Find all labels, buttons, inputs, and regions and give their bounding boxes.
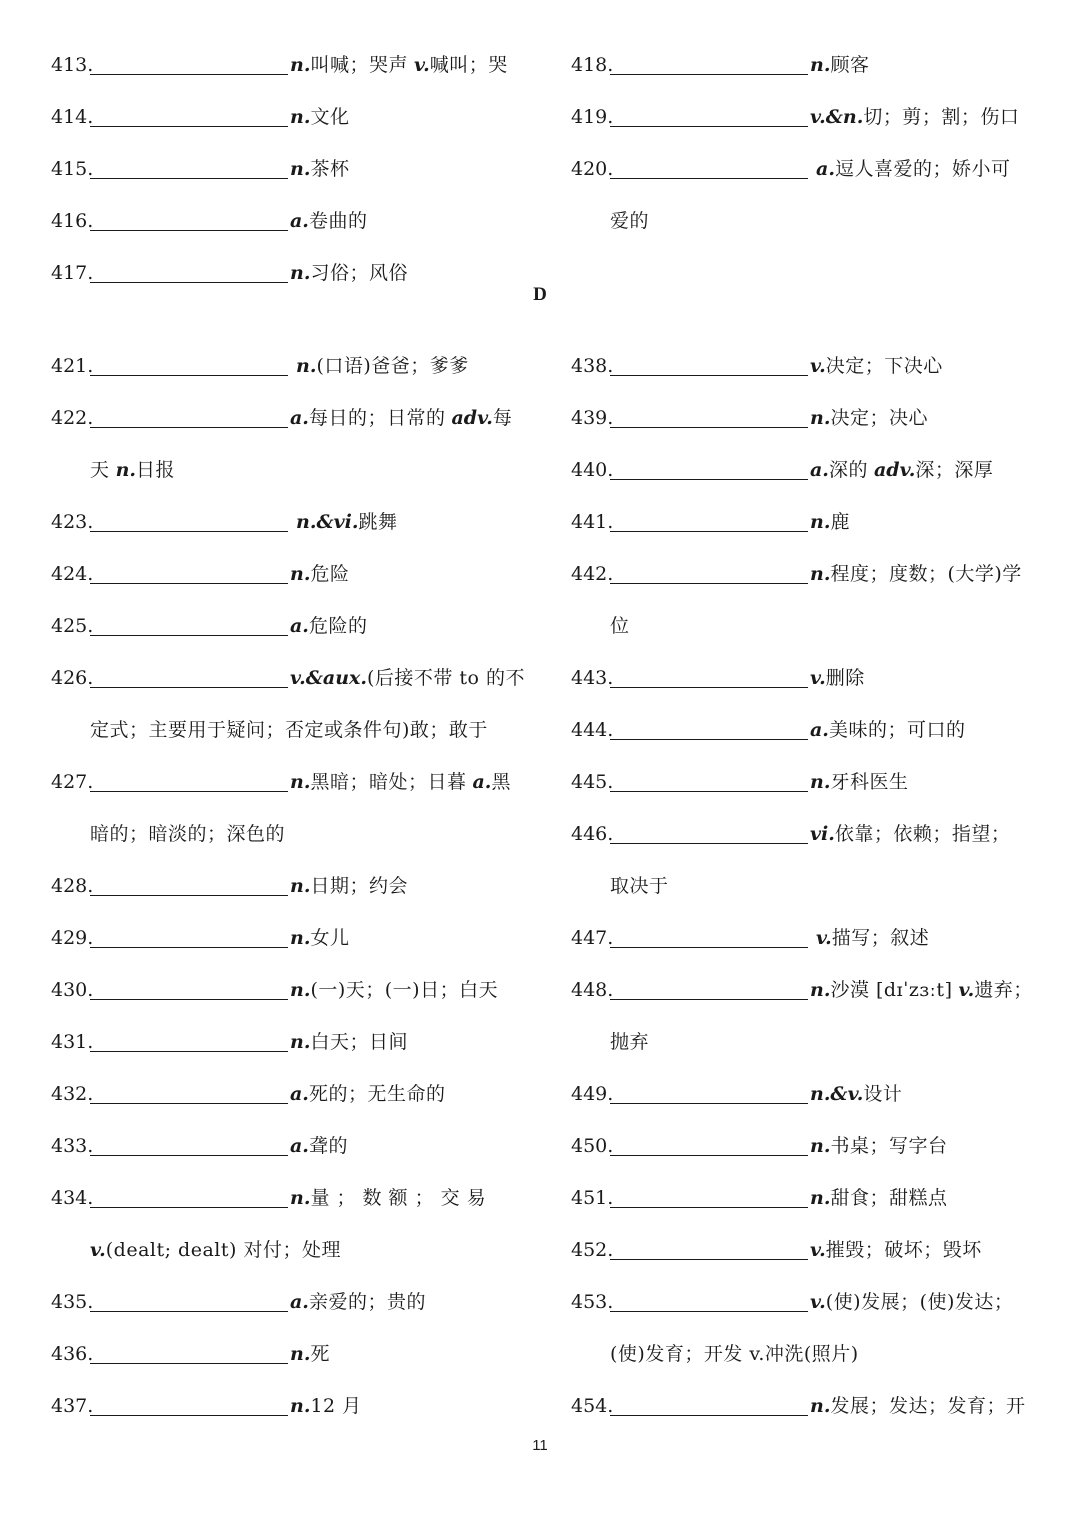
vocab-entry-434: [51, 1185, 521, 1237]
answer-blank[interactable]: [610, 719, 808, 740]
vocab-entry-449: [571, 1081, 1041, 1133]
entry-number: 424.: [51, 563, 94, 585]
definition: 深的: [828, 459, 868, 481]
definition: 每日的；日常的: [308, 407, 446, 429]
definition: (使)发育；开发 v.冲洗(照片): [610, 1343, 859, 1365]
part-of-speech: adv.: [451, 407, 493, 429]
part-of-speech: n.: [290, 54, 311, 76]
part-of-speech: a.: [290, 615, 309, 637]
part-of-speech: a.: [290, 1083, 309, 1105]
vocab-entry-450: [571, 1133, 1041, 1185]
vocab-entry-423: [51, 509, 521, 561]
answer-blank[interactable]: [610, 771, 808, 792]
vocab-entry-436: [51, 1341, 521, 1393]
vocab-entry-422-continued: [51, 457, 521, 509]
part-of-speech: n.: [810, 511, 831, 533]
definition: 喊叫；哭: [429, 54, 508, 76]
vocab-entry-421: [51, 353, 521, 405]
definition: 遗弃；: [974, 979, 1033, 1001]
vocab-entry-445: [571, 769, 1041, 821]
vocab-entry-415: [51, 156, 521, 208]
entry-number: 449.: [571, 1083, 614, 1105]
answer-blank[interactable]: [90, 54, 288, 75]
answer-blank[interactable]: [90, 1395, 288, 1416]
answer-blank[interactable]: [90, 210, 288, 231]
vocab-entry-441: [571, 509, 1041, 561]
part-of-speech: a.: [290, 1135, 309, 1157]
vocab-entry-414: [51, 104, 521, 156]
part-of-speech: n.: [290, 875, 311, 897]
part-of-speech: n.: [290, 1343, 311, 1365]
definition: 顾客: [830, 54, 870, 76]
part-of-speech: n.: [290, 927, 311, 949]
part-of-speech: n.: [290, 1031, 311, 1053]
part-of-speech: a.: [810, 459, 829, 481]
answer-blank[interactable]: [90, 1031, 288, 1052]
entry-number: 439.: [571, 407, 614, 429]
definition: 书桌；写字台: [830, 1135, 948, 1157]
answer-blank[interactable]: [90, 1135, 288, 1156]
vocab-entry-426-continued: [51, 717, 521, 769]
vocab-entry-453-continued: [571, 1341, 1041, 1393]
entry-number: 451.: [571, 1187, 614, 1209]
entry-number: 452.: [571, 1239, 614, 1261]
vocab-entry-448: [571, 977, 1041, 1029]
part-of-speech: v.: [958, 979, 975, 1001]
definition: (后接不带 to 的不: [366, 667, 526, 689]
entry-number: 434.: [51, 1187, 94, 1209]
entry-number: 423.: [51, 511, 94, 533]
definition: 逗人喜爱的；娇小可: [834, 158, 1011, 180]
vocab-entry-434-continued: [51, 1237, 521, 1289]
page-number: 11: [532, 1437, 548, 1454]
entry-number: 440.: [571, 459, 614, 481]
definition: 亲爱的；贵的: [308, 1291, 426, 1313]
vocab-entry-447: [571, 925, 1041, 977]
vocab-entry-435: [51, 1289, 521, 1341]
part-of-speech: a.: [290, 407, 309, 429]
definition: 依靠；依赖；指望；: [834, 823, 1011, 845]
definition: (一)天；(一)日；白天: [310, 979, 499, 1001]
entry-number: 431.: [51, 1031, 94, 1053]
part-of-speech: n.: [290, 262, 311, 284]
part-of-speech: n.: [290, 106, 311, 128]
entry-number: 444.: [571, 719, 614, 741]
vocab-entry-429: [51, 925, 521, 977]
definition: 黑: [491, 771, 511, 793]
part-of-speech: a.: [816, 158, 835, 180]
vocab-entry-442: [571, 561, 1041, 613]
entry-number: 425.: [51, 615, 94, 637]
definition: 危险的: [308, 615, 368, 637]
vocab-entry-424: [51, 561, 521, 613]
part-of-speech: v.: [414, 54, 430, 76]
definition: 程度；度数；(大学)学: [830, 563, 1022, 585]
definition: 文化: [310, 106, 350, 128]
definition: 决定；决心: [830, 407, 928, 429]
part-of-speech: v.: [810, 1291, 826, 1313]
vocab-entry-452: [571, 1237, 1041, 1289]
vocab-entry-443: [571, 665, 1041, 717]
answer-blank[interactable]: [90, 1083, 288, 1104]
definition: 女儿: [310, 927, 350, 949]
definition: 摧毁；破坏；毁坏: [825, 1239, 982, 1261]
definition: 鹿: [830, 511, 850, 533]
vocab-entry-422: [51, 405, 521, 457]
vocab-entry-446: [571, 821, 1041, 873]
entry-number: 450.: [571, 1135, 614, 1157]
part-of-speech: a.: [810, 719, 829, 741]
definition: 天: [90, 459, 110, 481]
part-of-speech: v.&aux.: [290, 667, 367, 689]
definition: 决定；下决心: [825, 355, 943, 377]
part-of-speech: n.: [810, 1135, 831, 1157]
definition: 深；深厚: [915, 459, 994, 481]
definition: 白天；日间: [310, 1031, 408, 1053]
vocab-entry-416: [51, 208, 521, 260]
part-of-speech: n.: [296, 355, 317, 377]
vocab-entry-446-continued: [571, 873, 1041, 925]
part-of-speech: n.: [810, 1395, 831, 1417]
part-of-speech: n.&v.: [810, 1083, 864, 1105]
definition: 位: [610, 615, 630, 637]
part-of-speech: n.: [810, 771, 831, 793]
entry-number: 453.: [571, 1291, 614, 1313]
entry-number: 437.: [51, 1395, 94, 1417]
part-of-speech: n.: [810, 407, 831, 429]
section-letter: D: [533, 284, 547, 305]
answer-blank[interactable]: [610, 1395, 808, 1416]
entry-number: 445.: [571, 771, 614, 793]
vocab-entry-425: [51, 613, 521, 665]
definition: 死的；无生命的: [308, 1083, 446, 1105]
entry-number: 435.: [51, 1291, 94, 1313]
definition: (dealt; dealt) 对付；处理: [105, 1239, 341, 1261]
entry-number: 418.: [571, 54, 614, 76]
definition: 沙漠 [dɪˈzɜːt]: [830, 979, 953, 1001]
answer-blank[interactable]: [610, 355, 808, 376]
definition: 死: [310, 1343, 330, 1365]
part-of-speech: n.: [810, 1187, 831, 1209]
answer-blank[interactable]: [610, 1291, 808, 1312]
entry-number: 447.: [571, 927, 614, 949]
entry-number: 420.: [571, 158, 614, 180]
vocab-entry-420: [571, 156, 1041, 208]
definition: 切；剪；割；伤口: [863, 106, 1020, 128]
entry-number: 436.: [51, 1343, 94, 1365]
answer-blank[interactable]: [610, 1239, 808, 1260]
definition: 删除: [825, 667, 865, 689]
entry-number: 441.: [571, 511, 614, 533]
part-of-speech: a.: [472, 771, 492, 793]
vocab-entry-440: [571, 457, 1041, 509]
answer-blank[interactable]: [90, 667, 288, 688]
part-of-speech: v.: [810, 1239, 826, 1261]
part-of-speech: n.: [290, 1395, 311, 1417]
vocab-entry-438: [571, 353, 1041, 405]
answer-blank[interactable]: [90, 927, 288, 948]
part-of-speech: n.: [290, 563, 311, 585]
definition: (使)发展；(使)发达；: [825, 1291, 1014, 1313]
vocab-entry-448-continued: [571, 1029, 1041, 1081]
answer-blank[interactable]: [610, 511, 808, 532]
part-of-speech: adv.: [874, 459, 916, 481]
definition: 设计: [863, 1083, 903, 1105]
entry-number: 433.: [51, 1135, 94, 1157]
entry-number: 413.: [51, 54, 94, 76]
definition: 茶杯: [310, 158, 350, 180]
definition: 叫喊；哭声: [310, 54, 408, 76]
definition: 聋的: [308, 1135, 348, 1157]
answer-blank[interactable]: [610, 459, 808, 480]
answer-blank[interactable]: [90, 262, 288, 283]
entry-number: 417.: [51, 262, 94, 284]
definition: 日报: [136, 459, 176, 481]
definition: 取决于: [610, 875, 669, 897]
definition: 发展；发达；发育；开: [830, 1395, 1026, 1417]
part-of-speech: a.: [290, 210, 309, 232]
vocab-entry-427-continued: [51, 821, 521, 873]
part-of-speech: v.: [816, 927, 832, 949]
answer-blank[interactable]: [610, 54, 808, 75]
answer-blank[interactable]: [610, 106, 808, 127]
part-of-speech: v.: [810, 355, 826, 377]
definition: (口语)爸爸；爹爹: [316, 355, 469, 377]
entry-number: 422.: [51, 407, 94, 429]
part-of-speech: n.: [290, 771, 311, 793]
entry-number: 429.: [51, 927, 94, 949]
answer-blank[interactable]: [90, 407, 288, 428]
part-of-speech: a.: [290, 1291, 309, 1313]
part-of-speech: n.: [290, 979, 311, 1001]
answer-blank[interactable]: [610, 563, 808, 584]
entry-number: 432.: [51, 1083, 94, 1105]
answer-blank[interactable]: [610, 1135, 808, 1156]
entry-number: 442.: [571, 563, 614, 585]
definition: 习俗；风俗: [310, 262, 408, 284]
part-of-speech: n.: [290, 1187, 311, 1209]
vocab-entry-418: [571, 52, 1041, 104]
entry-number: 428.: [51, 875, 94, 897]
answer-blank[interactable]: [610, 1187, 808, 1208]
part-of-speech: n.&vi.: [296, 511, 359, 533]
part-of-speech: n.: [290, 158, 311, 180]
answer-blank[interactable]: [90, 355, 288, 376]
definition: 量 ； 数 额 ； 交 易: [310, 1187, 487, 1209]
definition: 危险: [310, 563, 350, 585]
definition: 每: [492, 407, 513, 429]
answer-blank[interactable]: [90, 1187, 288, 1208]
answer-blank[interactable]: [610, 823, 808, 844]
definition: 卷曲的: [308, 210, 368, 232]
definition: 暗的；暗淡的；深色的: [90, 823, 286, 845]
entry-number: 426.: [51, 667, 94, 689]
part-of-speech: n.: [810, 979, 831, 1001]
part-of-speech: n.: [115, 459, 136, 481]
answer-blank[interactable]: [610, 979, 808, 1000]
answer-blank[interactable]: [90, 875, 288, 896]
definition: 定式；主要用于疑问；否定或条件句)敢；敢于: [90, 719, 488, 741]
answer-blank[interactable]: [610, 1083, 808, 1104]
definition: 黑暗；暗处；日暮: [310, 771, 467, 793]
part-of-speech: n.: [810, 54, 831, 76]
entry-number: 448.: [571, 979, 614, 1001]
answer-blank[interactable]: [90, 563, 288, 584]
definition: 美味的；可口的: [828, 719, 966, 741]
definition: 跳舞: [358, 511, 398, 533]
vocab-entry-419: [571, 104, 1041, 156]
entry-number: 419.: [571, 106, 614, 128]
part-of-speech: n.: [810, 563, 831, 585]
entry-number: 443.: [571, 667, 614, 689]
vocab-entry-444: [571, 717, 1041, 769]
answer-blank[interactable]: [610, 407, 808, 428]
part-of-speech: v.&n.: [810, 106, 864, 128]
entry-number: 427.: [51, 771, 94, 793]
vocab-entry-442-continued: [571, 613, 1041, 665]
vocab-entry-430: [51, 977, 521, 1029]
answer-blank[interactable]: [90, 511, 288, 532]
definition: 甜食；甜糕点: [830, 1187, 948, 1209]
answer-blank[interactable]: [610, 667, 808, 688]
vocab-entry-432: [51, 1081, 521, 1133]
answer-blank[interactable]: [90, 1343, 288, 1364]
part-of-speech: v.: [810, 667, 826, 689]
vocab-entry-426: [51, 665, 526, 717]
answer-blank[interactable]: [90, 979, 288, 1000]
entry-number: 446.: [571, 823, 614, 845]
answer-blank[interactable]: [90, 615, 288, 636]
vocab-entry-439: [571, 405, 1041, 457]
definition: 爱的: [610, 210, 650, 232]
definition: 描写；叙述: [831, 927, 930, 949]
vocab-entry-431: [51, 1029, 521, 1081]
entry-number: 415.: [51, 158, 94, 180]
definition: 12 月: [310, 1395, 362, 1417]
answer-blank[interactable]: [610, 927, 808, 948]
entry-number: 421.: [51, 355, 94, 377]
answer-blank[interactable]: [610, 158, 808, 179]
answer-blank[interactable]: [90, 158, 288, 179]
entry-number: 454.: [571, 1395, 614, 1417]
part-of-speech: vi.: [810, 823, 835, 845]
vocab-entry-427: [51, 769, 521, 821]
entry-number: 416.: [51, 210, 94, 232]
vocab-entry-420-continued: [571, 208, 1041, 260]
entry-number: 414.: [51, 106, 94, 128]
answer-blank[interactable]: [90, 1291, 288, 1312]
vocab-entry-433: [51, 1133, 521, 1185]
part-of-speech: v.: [90, 1239, 106, 1261]
vocab-entry-453: [571, 1289, 1041, 1341]
answer-blank[interactable]: [90, 771, 288, 792]
vocab-entry-428: [51, 873, 521, 925]
vocab-entry-451: [571, 1185, 1041, 1237]
answer-blank[interactable]: [90, 106, 288, 127]
vocab-entry-413: [51, 52, 521, 104]
definition: 日期；约会: [310, 875, 408, 897]
entry-number: 430.: [51, 979, 94, 1001]
definition: 牙科医生: [830, 771, 909, 793]
definition: 抛弃: [610, 1031, 650, 1053]
entry-number: 438.: [571, 355, 614, 377]
